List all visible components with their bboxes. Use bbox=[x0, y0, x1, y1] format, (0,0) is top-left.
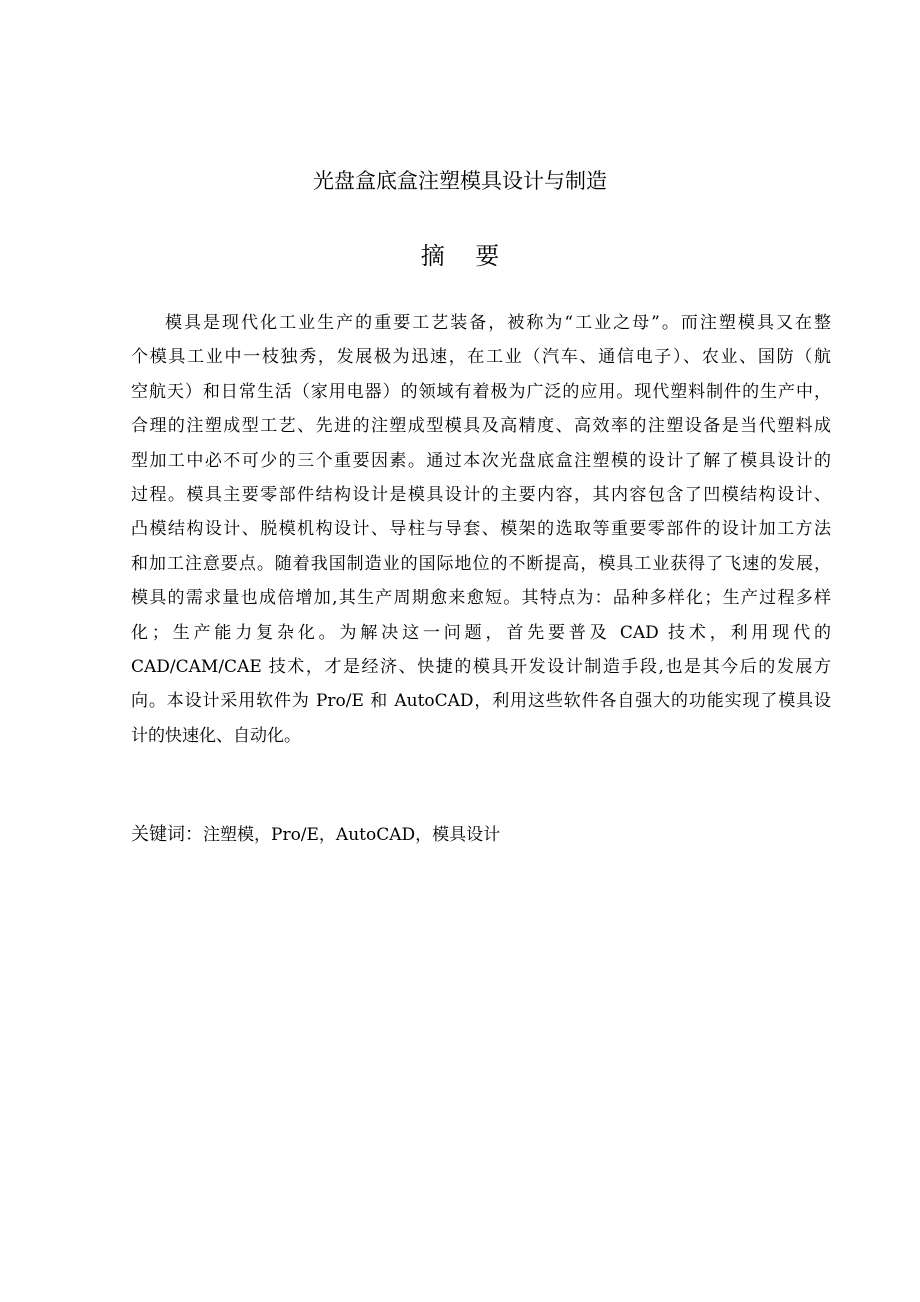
abstract-line: 合理的注塑成型工艺、先进的注塑成型模具及高精度、高效率的注塑设备是当代塑料成 bbox=[131, 416, 831, 437]
abstract-line: CAD/CAM/CAE 技术，才是经济、快捷的模具开发设计制造手段,也是其今后的发展方 bbox=[131, 656, 831, 677]
abstract-line: 型加工中必不可少的三个重要因素。通过本次光盘底盒注塑模的设计了解了模具设计的 bbox=[131, 450, 831, 471]
abstract-line: 化；生产能力复杂化。为解决这一问题，首先要普及 CAD 技术，利用现代的 bbox=[131, 622, 831, 643]
abstract-heading: 摘 要 bbox=[420, 242, 500, 270]
abstract-line: 向。本设计采用软件为 Pro/E 和 AutoCAD，利用这些软件各自强大的功能实现了模具设 bbox=[131, 691, 831, 712]
keywords-line bbox=[131, 820, 831, 850]
abstract-body bbox=[131, 306, 831, 753]
abstract-line: 凸模结构设计、脱模机构设计、导柱与导套、模架的选取等重要零部件的设计加工方法 bbox=[131, 519, 831, 540]
abstract-line: 过程。模具主要零部件结构设计是模具设计的主要内容，其内容包含了凹模结构设计、 bbox=[131, 484, 831, 505]
abstract-line: 个模具工业中一枝独秀，发展极为迅速，在工业（汽车、通信电子）、农业、国防（航 bbox=[131, 347, 831, 368]
abstract-line: 模具的需求量也成倍增加,其生产周期愈来愈短。其特点为：品种多样化；生产过程多样 bbox=[131, 588, 831, 609]
keywords-value: 注塑模，Pro/E，AutoCAD，模具设计 bbox=[203, 825, 501, 845]
document-title: 光盘盒底盒注塑模具设计与制造 bbox=[313, 169, 607, 193]
abstract-line: 模具是现代化工业生产的重要工艺装备，被称为“工业之母”。而注塑模具又在整 bbox=[165, 313, 831, 333]
abstract-line: 空航天）和日常生活（家用电器）的领域有着极为广泛的应用。现代塑料制件的生产中， bbox=[131, 381, 831, 402]
abstract-line: 和加工注意要点。随着我国制造业的国际地位的不断提高，模具工业获得了飞速的发展， bbox=[131, 553, 831, 574]
keywords-label: 关键词： bbox=[131, 824, 203, 845]
abstract-line: 计的快速化、自动化。 bbox=[131, 725, 301, 746]
